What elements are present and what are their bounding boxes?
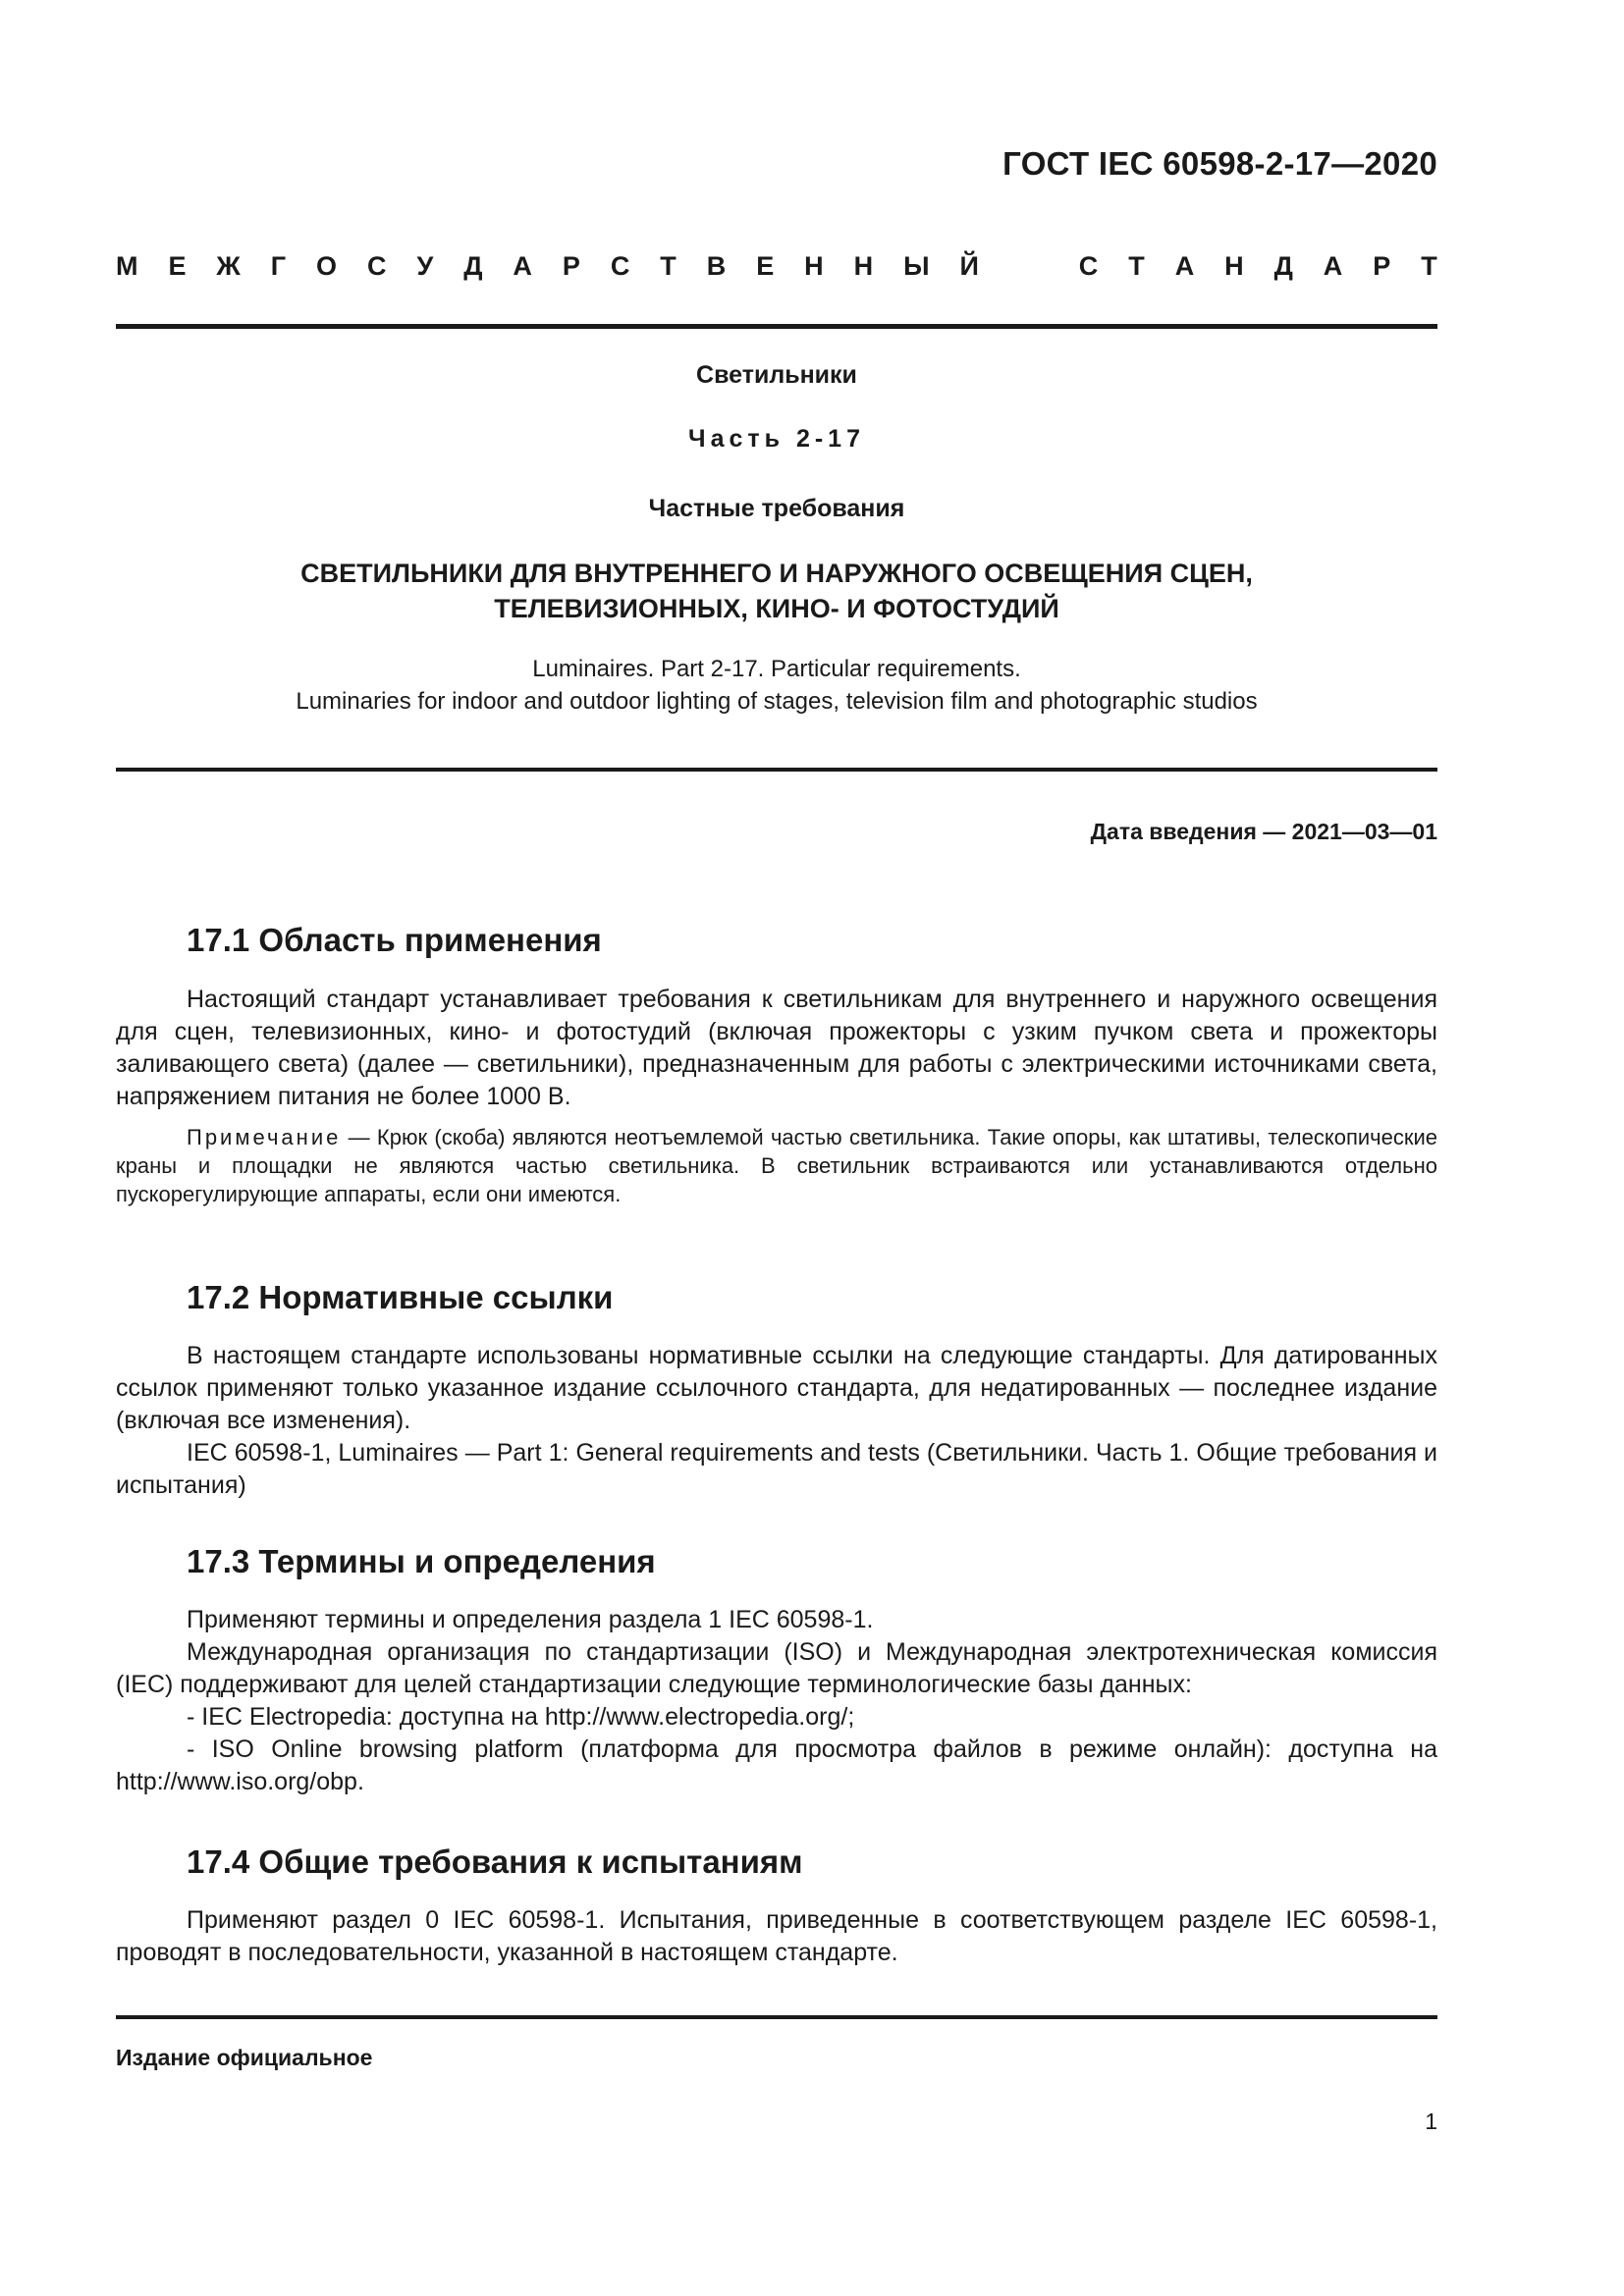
heading-letter: В (706, 251, 727, 281)
heading-letter: Р (1373, 251, 1391, 281)
section-heading-17-1: 17.1 Область применения (187, 922, 602, 958)
official-edition-label: Издание официальное (116, 2045, 373, 2070)
word-gap (1009, 251, 1049, 282)
section-body-17-1 (116, 984, 1437, 1208)
heading-letter: С (1078, 251, 1099, 281)
heading-letter: Н (1224, 251, 1244, 281)
section-body-17-4 (116, 1904, 1437, 1969)
requirements-title: Частные требования (648, 495, 905, 522)
section-body-17-2 (116, 1340, 1437, 1502)
section-heading-17-3: 17.3 Термины и определения (187, 1543, 656, 1579)
heading-letter: А (1323, 251, 1343, 281)
page-number: 1 (1425, 2109, 1437, 2134)
interstate-standard-heading (116, 251, 1437, 282)
english-title (116, 653, 1437, 718)
note-text: — Крюк (скоба) являются неотъемлемой частью светильника. Такие опоры, как штативы, телескопические краны и площадки не являются частью светильника. В светильник встраиваются или устанавливаются отдельно пускорегулирующие аппараты, если они имеются. (116, 1125, 1437, 1206)
note-paragraph (116, 1123, 1437, 1208)
section-heading-17-2: 17.2 Нормативные ссылки (187, 1279, 614, 1315)
heading-letter: Ы (903, 251, 930, 281)
heading-letter: С (610, 251, 630, 281)
list-item: - IEC Electropedia: доступна на http://www.electropedia.org/; (187, 1703, 855, 1731)
section-heading-17-4: 17.4 Общие требования к испытаниям (187, 1843, 803, 1880)
top-divider (116, 324, 1437, 329)
heading-letter: А (1174, 251, 1195, 281)
heading-letter: Н (853, 251, 874, 281)
paragraph: Международная организация по стандартизации (ISO) и Международная электротехническая комиссия (IEC) поддерживают для целей стандартизации следующие терминологические базы данных: (116, 1638, 1437, 1698)
heading-letter: Н (804, 251, 824, 281)
heading-letter: Й (959, 251, 979, 281)
introduction-date: Дата введения — 2021—03—01 (1090, 819, 1437, 844)
english-title-line1: Luminaires. Part 2-17. Particular requirements. (532, 656, 1021, 682)
paragraph: IEC 60598-1, Luminaires — Part 1: General requirements and tests (Светильники. Часть 1. Общие требования и испытания) (116, 1439, 1437, 1499)
footer-divider (116, 2015, 1437, 2019)
title-divider (116, 768, 1437, 772)
paragraph: Применяют раздел 0 IEC 60598-1. Испытания, приведенные в соответствующем разделе IEC 60598-1, проводят в последовательности, указанной в настоящем стандарте. (116, 1906, 1437, 1966)
heading-letter: Д (463, 251, 483, 281)
paragraph: Применяют термины и определения раздела 1 IEC 60598-1. (187, 1606, 874, 1633)
document-page (116, 0, 1437, 2296)
note-label: Примечание (187, 1125, 342, 1149)
heading-letter: А (513, 251, 532, 281)
heading-letter: Г (270, 251, 287, 281)
gost-number: ГОСТ IEC 60598-2-17—2020 (1002, 145, 1437, 182)
heading-letter: Т (1421, 251, 1437, 281)
heading-letter: О (316, 251, 338, 281)
list-item: - ISO Online browsing platform (платформа для просмотра файлов в режиме онлайн): доступна на http://www.iso.org/obp. (116, 1735, 1437, 1795)
main-title-line1: СВЕТИЛЬНИКИ ДЛЯ ВНУТРЕННЕГО И НАРУЖНОГО ОСВЕЩЕНИЯ СЦЕН, (300, 559, 1253, 588)
heading-letter: У (416, 251, 434, 281)
heading-letter: Д (1273, 251, 1293, 281)
heading-letter: Т (660, 251, 677, 281)
heading-letter: Ж (216, 251, 241, 281)
section-body-17-3 (116, 1604, 1437, 1798)
subject-title: Светильники (696, 361, 857, 389)
heading-letter: С (367, 251, 387, 281)
main-title (116, 556, 1437, 626)
heading-letter: Т (1128, 251, 1145, 281)
paragraph: В настоящем стандарте использованы нормативные ссылки на следующие стандарты. Для датированных ссылок применяют только указанное издание ссылочного стандарта, для недатированных — последнее издание (включая все изменения). (116, 1342, 1437, 1434)
english-title-line2: Luminaries for indoor and outdoor lighting of stages, television film and photographic studios (296, 688, 1258, 715)
main-title-line2: ТЕЛЕВИЗИОННЫХ, КИНО- И ФОТОСТУДИЙ (494, 594, 1059, 623)
heading-letter: Е (756, 251, 775, 281)
heading-letter: Р (562, 251, 580, 281)
paragraph: Настоящий стандарт устанавливает требования к светильникам для внутреннего и наружного освещения для сцен, телевизионных, кино- и фотостудий (включая прожекторы с узким пучком света и прожекторы заливающего света) (далее — светильники), предназначенным для работы с электрическими источниками света, напряжением питания не более 1000 В. (116, 986, 1437, 1110)
part-title: Часть 2-17 (688, 425, 865, 453)
heading-letter: М (116, 251, 138, 281)
heading-letter: Е (168, 251, 187, 281)
